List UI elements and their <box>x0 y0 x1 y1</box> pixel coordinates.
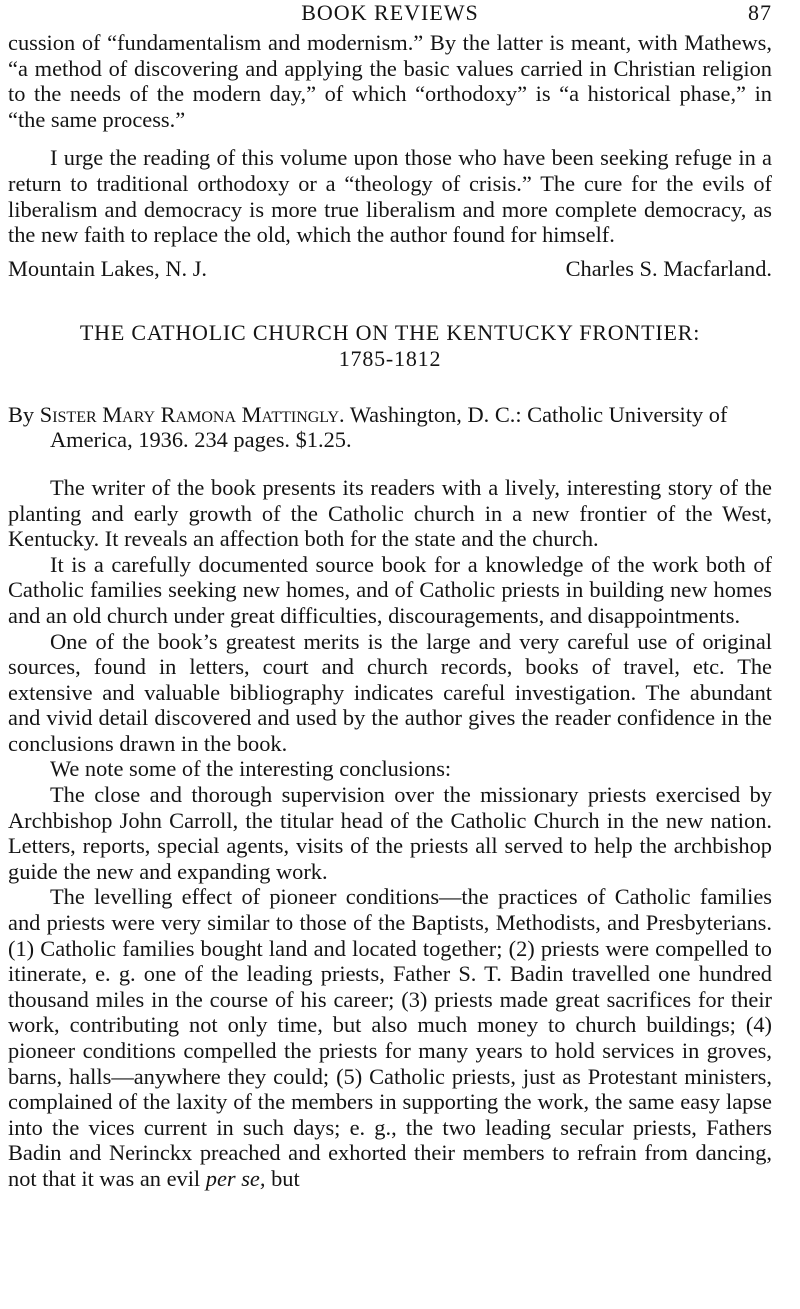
review-title-main: THE CATHOLIC CHURCH ON THE KENTUCKY FRONTIER: <box>79 319 701 345</box>
prev-review-paragraph: cussion of “fundamentalism and modernism.” By the latter is meant, with Mathews, “a method of discovering and applying the basic values carried in Christian religion to the needs of the modern day,” of which “orthodoxy” is “a historical phase,” in “the same process.” <box>8 30 772 132</box>
review-paragraph: It is a carefully documented source book for a knowledge of the work both of Catholic families seeking new homes, and of Catholic priests in building new homes and an old church under great difficulties, discouragements, and disappointments. <box>8 551 772 628</box>
by-label: By <box>8 401 35 427</box>
latin-phrase: per se, <box>205 1165 266 1191</box>
running-head <box>8 0 772 30</box>
reviewer-name: Charles S. Macfarland. <box>565 255 772 281</box>
review-paragraph: One of the book’s greatest merits is the large and very careful use of original sources, found in letters, court and church records, books of travel, etc. The extensive and valuable bibliography indicates careful investigation. The abundant and vivid detail discovered and used by the author gives the reader confidence in the conclusions drawn in the book. <box>8 628 772 756</box>
page <box>8 0 772 1192</box>
bibliographic-entry <box>8 402 772 453</box>
section-gap <box>8 453 772 475</box>
final-paragraph-text: The levelling effect of pioneer conditions—the practices of Catholic families and priests were very similar to those of the Baptists, Methodists, and Presbyterians. (1) Catholic families bought land and located together; (2) priests were compelled to itinerate, e. g. one of the leading priests, Father S. T. Badin travelled one hundred thousand miles in the course of his career; (3) priests made great sacrifices for their work, contributing not only time, but also much money to church buildings; (4) pioneer conditions compelled the priests for many years to hold services in groves, barns, halls—anywhere they could; (5) Catholic priests, just as Protestant ministers, complained of the laxity of the members in supporting the work, the same easy lapse into the vices current in such days; e. g., the two leading secular priests, Fathers Badin and Nerinckx preached and exhorted their members to refrain from dancing, not that it was an evil <box>8 884 772 1191</box>
review-signature <box>8 256 772 282</box>
review-paragraph: The writer of the book presents its readers with a lively, interesting story of the planting and early growth of the Catholic church in a new frontier of the West, Kentucky. It reveals an affection both for the state and the church. <box>8 474 772 552</box>
book-author: Sister Mary Ramona Mattingly. <box>39 401 345 427</box>
review-paragraph-final <box>8 884 772 1191</box>
page-number: 87 <box>748 0 772 25</box>
review-paragraph: The close and thorough supervision over the missionary priests exercised by Archbishop John Carroll, the titular head of the Catholic Church in the new nation. Letters, reports, special agents, visits of the priests all served to help the archbishop guide the new and expanding work. <box>8 782 772 884</box>
reviewer-location: Mountain Lakes, N. J. <box>8 255 208 281</box>
running-title: BOOK REVIEWS <box>301 0 479 25</box>
prev-review-paragraph: I urge the reading of this volume upon those who have been seeking refuge in a return to traditional orthodoxy or a “theology of crisis.” The cure for the evils of liberalism and democracy is more true liberalism and more complete democracy, as the new faith to replace the old, which the author found for himself. <box>8 145 772 248</box>
publication-details: Washington, D. C.: Catholic University of America, 1936. 234 pages. $1.25. <box>50 401 728 453</box>
paragraph-gap <box>8 132 772 145</box>
review-title-dates: 1785-1812 <box>338 345 442 371</box>
review-title <box>8 320 772 372</box>
final-paragraph-tail: but <box>271 1165 300 1191</box>
review-paragraph: We note some of the interesting conclusions: <box>50 756 452 782</box>
